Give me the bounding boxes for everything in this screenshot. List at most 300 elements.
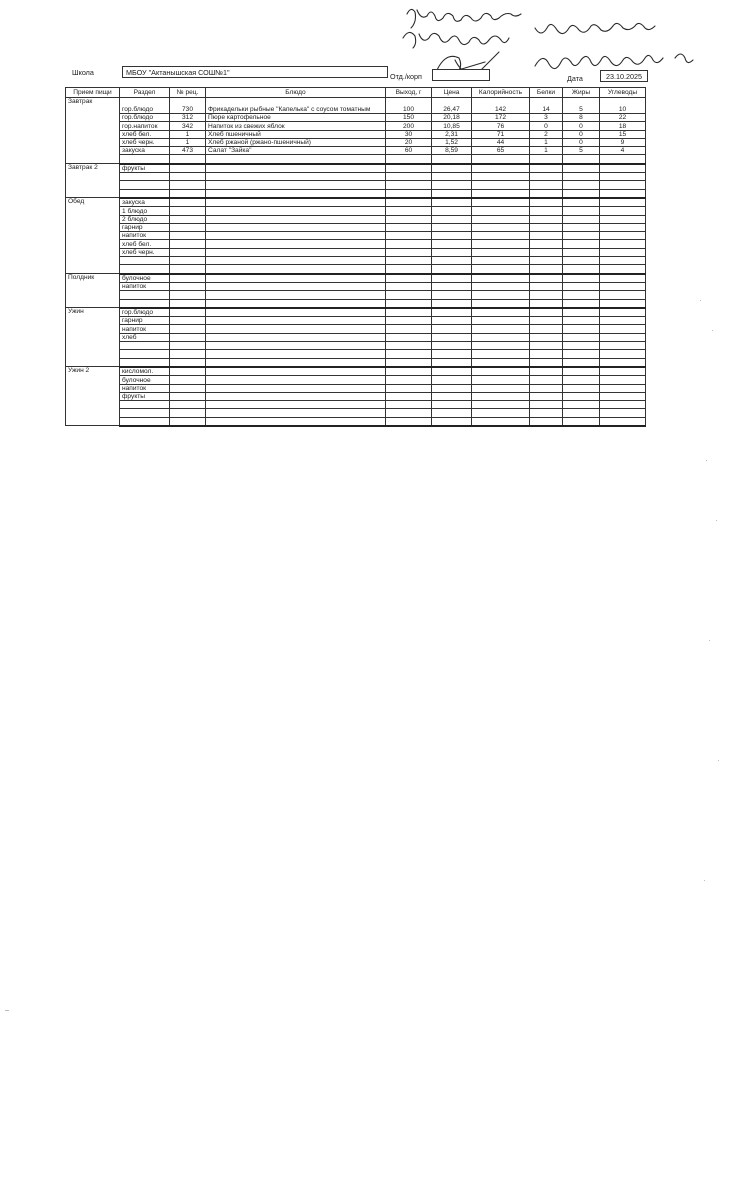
section-cell [120,350,170,358]
empty-cell [206,317,386,325]
section-cell [120,409,170,417]
empty-cell [432,282,472,290]
empty-cell [530,274,563,283]
empty-cell [563,392,600,400]
date-field [600,70,648,82]
empty-cell [563,265,600,274]
empty-cell [600,384,646,392]
empty-cell [170,333,206,341]
table-row [66,181,646,189]
empty-cell [386,367,432,376]
section-cell [120,299,170,308]
table-row [66,409,646,417]
section-cell [120,291,170,299]
menu-table-body [66,98,646,426]
dish-cell: Пюре картофельное [206,114,386,122]
empty-cell [170,376,206,384]
section-cell [120,358,170,367]
section-cell: фрукты [120,164,170,173]
empty-cell [170,207,206,215]
empty-cell [206,164,386,173]
protein-cell: 0 [530,122,563,130]
empty-cell [600,173,646,181]
carbs-cell: 15 [600,130,646,138]
recipe-cell: 473 [170,147,206,155]
empty-cell [530,392,563,400]
empty-cell [170,325,206,333]
empty-cell [530,367,563,376]
empty-cell [530,257,563,265]
empty-cell [600,215,646,223]
fat-cell: 5 [563,147,600,155]
empty-cell [206,248,386,256]
table-row [66,198,646,207]
scan-speck [709,640,710,641]
calories-cell: 71 [472,130,530,138]
section-cell: фрукты [120,392,170,400]
recipe-cell [170,155,206,164]
empty-cell [600,367,646,376]
empty-cell [432,384,472,392]
empty-cell [206,392,386,400]
scan-speck [5,1010,9,1011]
empty-cell [206,232,386,240]
empty-cell [386,325,432,333]
empty-cell [530,409,563,417]
section-cell: 1 блюдо [120,207,170,215]
section-cell: хлеб черн. [120,138,170,146]
section-cell: напиток [120,325,170,333]
empty-cell [600,409,646,417]
empty-cell [432,223,472,231]
empty-cell [206,265,386,274]
meal-name-cell: Ужин 2 [66,367,120,426]
empty-cell [432,215,472,223]
empty-cell [432,198,472,207]
empty-cell [170,240,206,248]
empty-cell [563,401,600,409]
empty-cell [472,409,530,417]
empty-cell [530,207,563,215]
scan-speck [704,880,705,881]
empty-cell [386,274,432,283]
empty-cell [563,350,600,358]
table-row [66,207,646,215]
empty-cell [206,384,386,392]
section-cell: 2 блюдо [120,215,170,223]
section-cell: напиток [120,232,170,240]
section-cell: булочное [120,274,170,283]
empty-cell [563,207,600,215]
table-row [66,189,646,198]
meal-name-cell: Ужин [66,308,120,367]
empty-cell [386,417,432,426]
protein-cell: 2 [530,130,563,138]
empty-cell [563,232,600,240]
empty-cell [472,198,530,207]
weight-cell: 200 [386,122,432,130]
empty-cell [600,232,646,240]
recipe-cell: 1 [170,130,206,138]
recipe-cell: 342 [170,122,206,130]
empty-cell [206,207,386,215]
table-row [66,155,646,164]
scan-speck [716,520,717,521]
section-cell: напиток [120,282,170,290]
school-name-field [122,66,388,78]
table-row [66,350,646,358]
empty-cell [563,342,600,350]
section-cell: гор.блюдо [120,308,170,317]
empty-cell [600,350,646,358]
protein-cell: 3 [530,114,563,122]
empty-cell [206,240,386,248]
empty-cell [563,173,600,181]
empty-cell [472,282,530,290]
weight-cell: 150 [386,114,432,122]
empty-cell [206,376,386,384]
protein-cell: 14 [530,98,563,114]
empty-cell [530,333,563,341]
table-row [66,223,646,231]
empty-cell [206,358,386,367]
empty-cell [563,181,600,189]
empty-cell [563,248,600,256]
empty-cell [472,367,530,376]
empty-cell [530,240,563,248]
empty-cell [600,274,646,283]
dept-field [432,69,490,81]
table-row [66,333,646,341]
empty-cell [170,358,206,367]
empty-cell [432,358,472,367]
empty-cell [432,409,472,417]
empty-cell [530,215,563,223]
section-cell [120,173,170,181]
section-cell [120,257,170,265]
empty-cell [563,189,600,198]
fat-cell: 8 [563,114,600,122]
dish-cell: Хлеб пшеничный [206,130,386,138]
empty-cell [530,376,563,384]
empty-cell [600,164,646,173]
empty-cell [432,342,472,350]
table-row [66,215,646,223]
empty-cell [206,223,386,231]
empty-cell [386,409,432,417]
price-cell: 26,47 [432,98,472,114]
empty-cell [530,299,563,308]
empty-cell [600,257,646,265]
recipe-cell: 730 [170,98,206,114]
empty-cell [432,308,472,317]
empty-cell [386,308,432,317]
section-cell [120,417,170,426]
empty-cell [386,333,432,341]
empty-cell [170,173,206,181]
table-row [66,308,646,317]
section-cell: булочное [120,376,170,384]
empty-cell [206,325,386,333]
empty-cell [170,282,206,290]
empty-cell [432,257,472,265]
empty-cell [170,401,206,409]
dept-label: Отд./корп [390,72,422,81]
empty-cell [530,189,563,198]
empty-cell [386,223,432,231]
table-row [66,376,646,384]
empty-cell [530,401,563,409]
empty-cell [563,333,600,341]
empty-cell [170,409,206,417]
price-cell: 10,85 [432,122,472,130]
carbs-cell: 22 [600,114,646,122]
section-cell: хлеб бел. [120,130,170,138]
table-row [66,240,646,248]
empty-cell [386,265,432,274]
recipe-cell: 312 [170,114,206,122]
empty-cell [563,409,600,417]
recipe-cell: 1 [170,138,206,146]
empty-cell [600,308,646,317]
table-row [66,147,646,155]
empty-cell [600,325,646,333]
empty-cell [563,358,600,367]
empty-cell [530,181,563,189]
empty-cell [530,223,563,231]
empty-cell [432,401,472,409]
empty-cell [386,376,432,384]
section-cell: гор.блюдо [120,114,170,122]
empty-cell [530,342,563,350]
empty-cell [170,215,206,223]
fat-cell: 0 [563,122,600,130]
col-header-calories: Калорийность [472,88,530,98]
section-cell: гарнир [120,317,170,325]
empty-cell [386,207,432,215]
empty-cell [432,417,472,426]
school-name: МБОУ "Актанышская СОШ№1" [126,68,230,77]
empty-cell [530,350,563,358]
fat-cell: 5 [563,98,600,114]
table-row [66,248,646,256]
empty-cell [563,240,600,248]
empty-cell [472,274,530,283]
dish-cell: Салат "Зайка" [206,147,386,155]
empty-cell [386,392,432,400]
empty-cell [530,317,563,325]
col-header-section: Раздел [120,88,170,98]
empty-cell [386,291,432,299]
empty-cell [170,232,206,240]
section-cell [120,189,170,198]
empty-cell [600,198,646,207]
empty-cell [206,215,386,223]
empty-cell [472,240,530,248]
empty-cell [472,333,530,341]
empty-cell [170,257,206,265]
empty-cell [432,265,472,274]
empty-cell [386,215,432,223]
empty-cell [472,291,530,299]
meal-name-cell: Завтрак 2 [66,164,120,198]
empty-cell [472,342,530,350]
empty-cell [472,173,530,181]
scan-speck [718,760,719,761]
empty-cell [170,181,206,189]
col-header-recipe: № рец. [170,88,206,98]
empty-cell [563,417,600,426]
meal-name-cell: Обед [66,198,120,274]
col-header-dish: Блюдо [206,88,386,98]
empty-cell [170,274,206,283]
empty-cell [600,333,646,341]
empty-cell [206,189,386,198]
empty-cell [170,299,206,308]
carbs-cell [600,155,646,164]
table-row [66,232,646,240]
empty-cell [432,240,472,248]
empty-cell [472,189,530,198]
empty-cell [170,317,206,325]
section-cell: закуска [120,147,170,155]
section-cell [120,155,170,164]
empty-cell [472,358,530,367]
empty-cell [563,308,600,317]
empty-cell [206,342,386,350]
empty-cell [563,376,600,384]
empty-cell [563,198,600,207]
empty-cell [170,198,206,207]
empty-cell [600,181,646,189]
empty-cell [530,308,563,317]
empty-cell [472,257,530,265]
empty-cell [386,173,432,181]
empty-cell [432,291,472,299]
section-cell [120,265,170,274]
protein-cell: 1 [530,147,563,155]
empty-cell [472,223,530,231]
empty-cell [472,232,530,240]
empty-cell [432,350,472,358]
col-header-protein: Белки [530,88,563,98]
empty-cell [432,376,472,384]
protein-cell [530,155,563,164]
empty-cell [432,333,472,341]
empty-cell [563,215,600,223]
col-header-fat: Жиры [563,88,600,98]
carbs-cell: 4 [600,147,646,155]
empty-cell [170,223,206,231]
empty-cell [386,257,432,265]
empty-cell [530,282,563,290]
empty-cell [530,232,563,240]
empty-cell [600,299,646,308]
empty-cell [206,350,386,358]
empty-cell [563,325,600,333]
table-row [66,173,646,181]
dish-cell: Напиток из свежих яблок [206,122,386,130]
empty-cell [170,384,206,392]
section-cell: гор.напиток [120,122,170,130]
price-cell: 20,18 [432,114,472,122]
price-cell: 1,52 [432,138,472,146]
table-header-row [66,88,646,98]
empty-cell [472,392,530,400]
section-cell: закуска [120,198,170,207]
table-row [66,392,646,400]
section-cell: гарнир [120,223,170,231]
protein-cell: 1 [530,138,563,146]
calories-cell: 65 [472,147,530,155]
empty-cell [530,173,563,181]
empty-cell [600,342,646,350]
empty-cell [600,282,646,290]
empty-cell [386,181,432,189]
section-cell: кисломол. [120,367,170,376]
empty-cell [600,401,646,409]
empty-cell [206,367,386,376]
table-row [66,317,646,325]
empty-cell [432,189,472,198]
empty-cell [432,248,472,256]
weight-cell: 30 [386,130,432,138]
empty-cell [206,417,386,426]
empty-cell [472,308,530,317]
price-cell: 2,31 [432,130,472,138]
section-cell: хлеб черн. [120,248,170,256]
empty-cell [472,417,530,426]
table-row [66,257,646,265]
empty-cell [472,207,530,215]
empty-cell [432,232,472,240]
empty-cell [170,164,206,173]
date-value: 23.10.2025 [606,72,642,81]
price-cell: 8,59 [432,147,472,155]
empty-cell [206,299,386,308]
empty-cell [563,274,600,283]
empty-cell [530,325,563,333]
empty-cell [432,367,472,376]
empty-cell [600,417,646,426]
table-row [66,274,646,283]
scan-speck [706,460,707,461]
table-row [66,138,646,146]
empty-cell [600,358,646,367]
weight-cell: 60 [386,147,432,155]
table-row [66,130,646,138]
empty-cell [386,401,432,409]
empty-cell [206,401,386,409]
scan-speck [712,330,713,331]
empty-cell [170,367,206,376]
col-header-weight: Выход, г [386,88,432,98]
empty-cell [563,299,600,308]
table-row [66,325,646,333]
empty-cell [206,333,386,341]
empty-cell [530,198,563,207]
table-row [66,342,646,350]
empty-cell [170,189,206,198]
carbs-cell: 18 [600,122,646,130]
empty-cell [600,189,646,198]
table-row [66,299,646,308]
empty-cell [472,317,530,325]
empty-cell [530,164,563,173]
table-row [66,122,646,130]
meal-name-cell: Завтрак [66,98,120,164]
table-row [66,291,646,299]
